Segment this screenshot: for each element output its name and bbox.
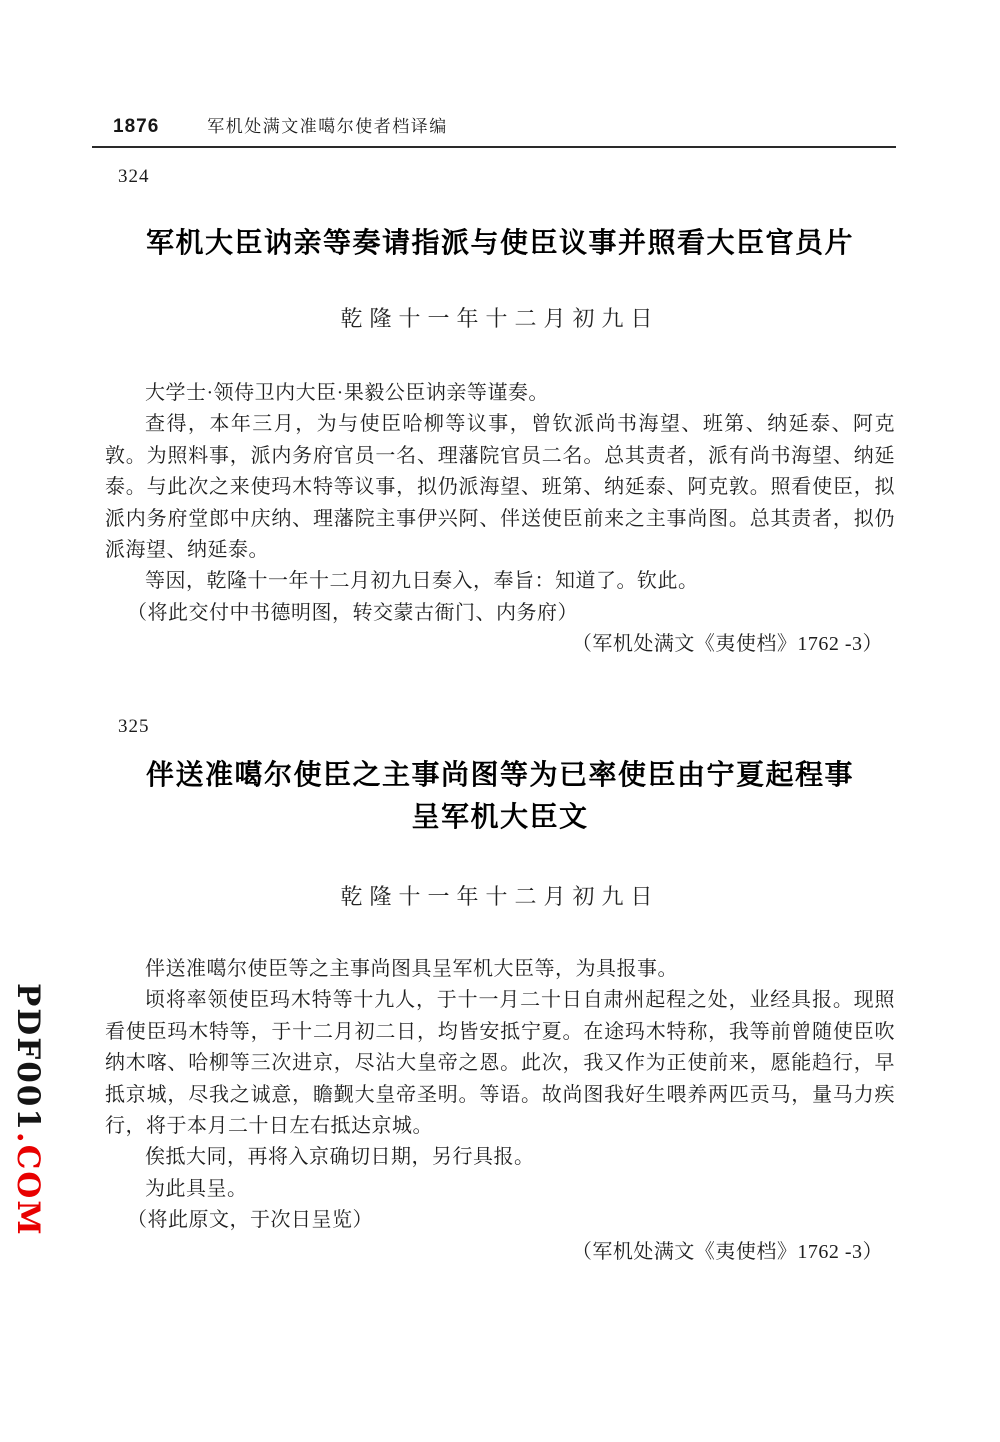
document-324-body bbox=[105, 378, 895, 661]
document-325-title bbox=[105, 754, 895, 838]
page-number: 1876 bbox=[113, 116, 160, 137]
watermark-red-part: .COM bbox=[10, 1131, 46, 1237]
document-325-title-line2: 呈军机大臣文 bbox=[411, 801, 589, 832]
paragraph: 俟抵大同，再将入京确切日期，另行具报。 bbox=[145, 1146, 535, 1169]
source-attribution: （军机处满文《夷使档》1762 -3） bbox=[571, 1240, 883, 1263]
document-325-date: 乾隆十一年十二月初九日 bbox=[340, 884, 660, 909]
document-324-date: 乾隆十一年十二月初九日 bbox=[340, 306, 660, 331]
running-title: 军机处满文准噶尔使者档译编 bbox=[207, 117, 448, 136]
paragraph: 顷将率领使臣玛木特等十九人，于十一月二十日自肃州起程之处，业经具报。现照看使臣玛木特等，于十二月初二日，均皆安抵宁夏。在途玛木特称，我等前曾随使臣吹纳木喀、哈柳等三次进京，尽沾大皇帝之恩。此次，我又作为正使前来，愿能趋行，早抵京城，尽我之诚意，瞻觐大皇帝圣明。等语。故尚图我好生喂养两匹贡马，量马力疾行，将于本月二十日左右抵达京城。 bbox=[105, 989, 895, 1138]
watermark-black-part: PDF001 bbox=[10, 983, 46, 1132]
paragraph-note: （将此原文，于次日呈览） bbox=[127, 1209, 373, 1232]
document-number-325: 325 bbox=[118, 716, 150, 737]
document-number-324: 324 bbox=[118, 166, 150, 187]
document-324-title: 军机大臣讷亲等奏请指派与使臣议事并照看大臣官员片 bbox=[145, 227, 854, 258]
paragraph-note: （将此交付中书德明图，转交蒙古衙门、内务府） bbox=[127, 601, 578, 624]
paragraph: 大学士·领侍卫内大臣·果毅公臣讷亲等谨奏。 bbox=[145, 382, 549, 404]
document-325-title-line1: 伴送准噶尔使臣之主事尚图等为已率使臣由宁夏起程事 bbox=[145, 759, 854, 790]
paragraph: 为此具呈。 bbox=[145, 1177, 248, 1200]
header-rule bbox=[92, 146, 896, 148]
paragraph: 等因，乾隆十一年十二月初九日奏入，奉旨：知道了。钦此。 bbox=[145, 570, 699, 593]
page-header bbox=[105, 112, 895, 138]
document-325-body bbox=[105, 954, 895, 1268]
watermark-pdf001 bbox=[10, 983, 46, 1237]
paragraph: 伴送准噶尔使臣等之主事尚图具呈军机大臣等，为具报事。 bbox=[145, 958, 678, 980]
paragraph: 查得，本年三月，为与使臣哈柳等议事，曾钦派尚书海望、班第、纳延泰、阿克敦。为照料事，派内务府官员一名、理藩院官员二名。总其责者，派有尚书海望、纳延泰。与此次之来使玛木特等议事，拟仍派海望、班第、纳延泰、阿克敦。照看使臣，拟派内务府堂郎中庆纳、理藩院主事伊兴阿、伴送使臣前来之主事尚图。总其责者，拟仍派海望、纳延泰。 bbox=[105, 413, 895, 562]
source-attribution: （军机处满文《夷使档》1762 -3） bbox=[571, 633, 883, 656]
